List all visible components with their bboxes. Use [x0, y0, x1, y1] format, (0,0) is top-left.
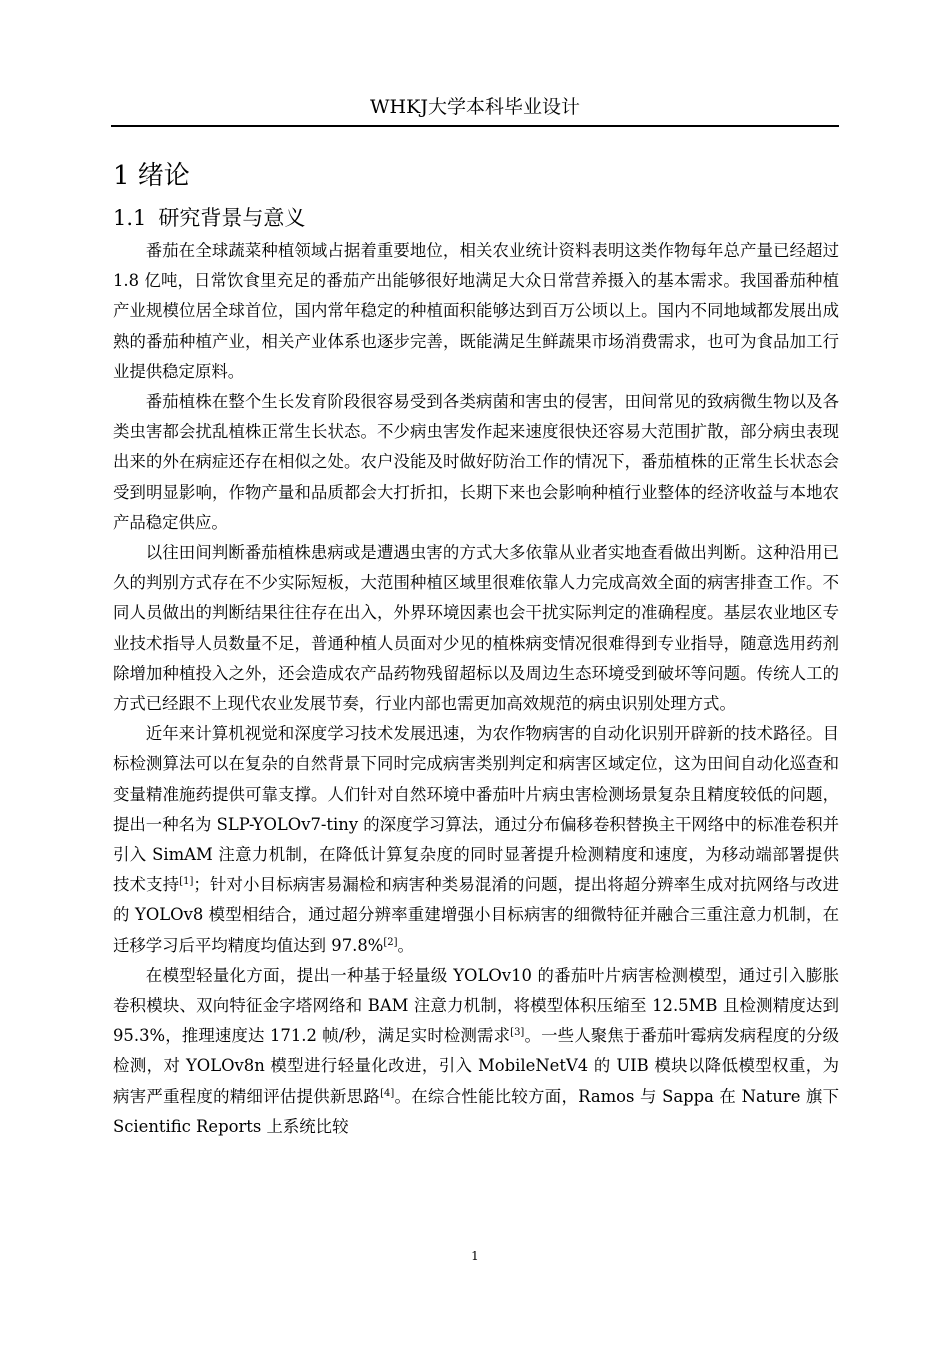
paragraph-4 [113, 719, 839, 961]
page-number: 1 [471, 1249, 479, 1263]
paragraph-5-text-c: 。在综合性能比较方面，Ramos 与 Sappa 在 Nature 旗下 Scientific Reports 上系统比较 [113, 1086, 840, 1136]
paragraph-4-text-c: 。 [397, 935, 414, 955]
chapter-title: 1 绪论 [113, 161, 190, 191]
paragraph-3: 以往田间判断番茄植株患病或是遭遇虫害的方式大多依靠从业者实地查看做出判断。这种沿用已久的判别方式存在不少实际短板，大范围种植区域里很难依靠人力完成高效全面的病害排查工作。不同人员做出的判断结果往往存在出入，外界环境因素也会干扰实际判定的准确程度。基层农业地区专业技术指导人员数量不足，普通种植人员面对少见的植株病变情况很难得到专业指导，随意选用药剂除增加种植投入之外，还会造成农产品药物残留超标以及周边生态环境受到破坏等问题。传统人工的方式已经跟不上现代农业发展节奏，行业内部也需更加高效规范的病虫识别处理方式。 [113, 543, 839, 714]
header-rule [111, 125, 839, 127]
paragraph-4-text-a: 近年来计算机视觉和深度学习技术发展迅速，为农作物病害的自动化识别开辟新的技术路径。目标检测算法可以在复杂的自然背景下同时完成病害类别判定和病害区域定位，这为田间自动化巡查和变量精准施药提供可靠支撑。人们针对自然环境中番茄叶片病虫害检测场景复杂且精度较低的问题，提出一种名为 SLP-YOLOv7-tiny 的深度学习算法，通过分布偏移卷积替换主干网络中的标准卷积并引入 SimAM 注意力机制，在降低计算复杂度的同时显著提升检测精度和速度，为移动端部署提供技术支持 [113, 724, 839, 895]
citation-4: [4] [380, 1087, 395, 1099]
section-heading [113, 202, 305, 234]
paragraph-5 [113, 961, 839, 1142]
citation-3: [3] [510, 1027, 525, 1039]
citation-2: [2] [383, 936, 398, 948]
running-header: WHKJ大学本科毕业设计 [370, 96, 580, 118]
section-number: 1.1 [113, 206, 147, 230]
paragraph-1: 番茄在全球蔬菜种植领域占据着重要地位，相关农业统计资料表明这类作物每年总产量已经超过 1.8 亿吨，日常饮食里充足的番茄产出能够很好地满足大众日常营养摄入的基本需求。我国番茄种植产业规模位居全球首位，国内常年稳定的种植面积能够达到百万公顷以上。国内不同地域都发展出成熟的番茄种植产业，相关产业体系也逐步完善，既能满足生鲜蔬果市场消费需求，也可为食品加工行业提供稳定原料。 [113, 241, 839, 381]
paragraph-4-text-b: ；针对小目标病害易漏检和病害种类易混淆的问题，提出将超分辨率生成对抗网络与改进的 YOLOv8 模型相结合，通过超分辨率重建增强小目标病害的细微特征并融合三重注意力机制，在迁移学习后平均精度均值达到 97.8% [113, 875, 839, 955]
paragraph-5-text-a: 在模型轻量化方面，提出一种基于轻量级 YOLOv10 的番茄叶片病害检测模型，通过引入膨胀卷积模块、双向特征金字塔网络和 BAM 注意力机制，将模型体积压缩至 12.5MB 且检测精度达到 95.3%，推理速度达 171.2 帧/秒，满足实时检测需求 [113, 965, 839, 1046]
section-title: 研究背景与意义 [158, 206, 306, 230]
paragraph-5-text-b: 。一些人聚焦于番茄叶霉病发病程度的分级检测，对 YOLOv8n 模型进行轻量化改进，引入 MobileNetV4 的 UIB 模块以降低模型权重，为病害严重程度的精细评估提供新思路 [113, 1026, 840, 1106]
citation-1: [1] [179, 876, 194, 888]
paragraph-2: 番茄植株在整个生长发育阶段很容易受到各类病菌和害虫的侵害，田间常见的致病微生物以及各类虫害都会扰乱植株正常生长状态。不少病虫害发作起来速度很快还容易大范围扩散，部分病虫表现出来的外在病症还存在相似之处。农户没能及时做好防治工作的情况下，番茄植株的正常生长状态会受到明显影响，作物产量和品质都会大打折扣，长期下来也会影响种植行业整体的经济收益与本地农产品稳定供应。 [113, 392, 839, 532]
body-text [113, 236, 839, 1142]
